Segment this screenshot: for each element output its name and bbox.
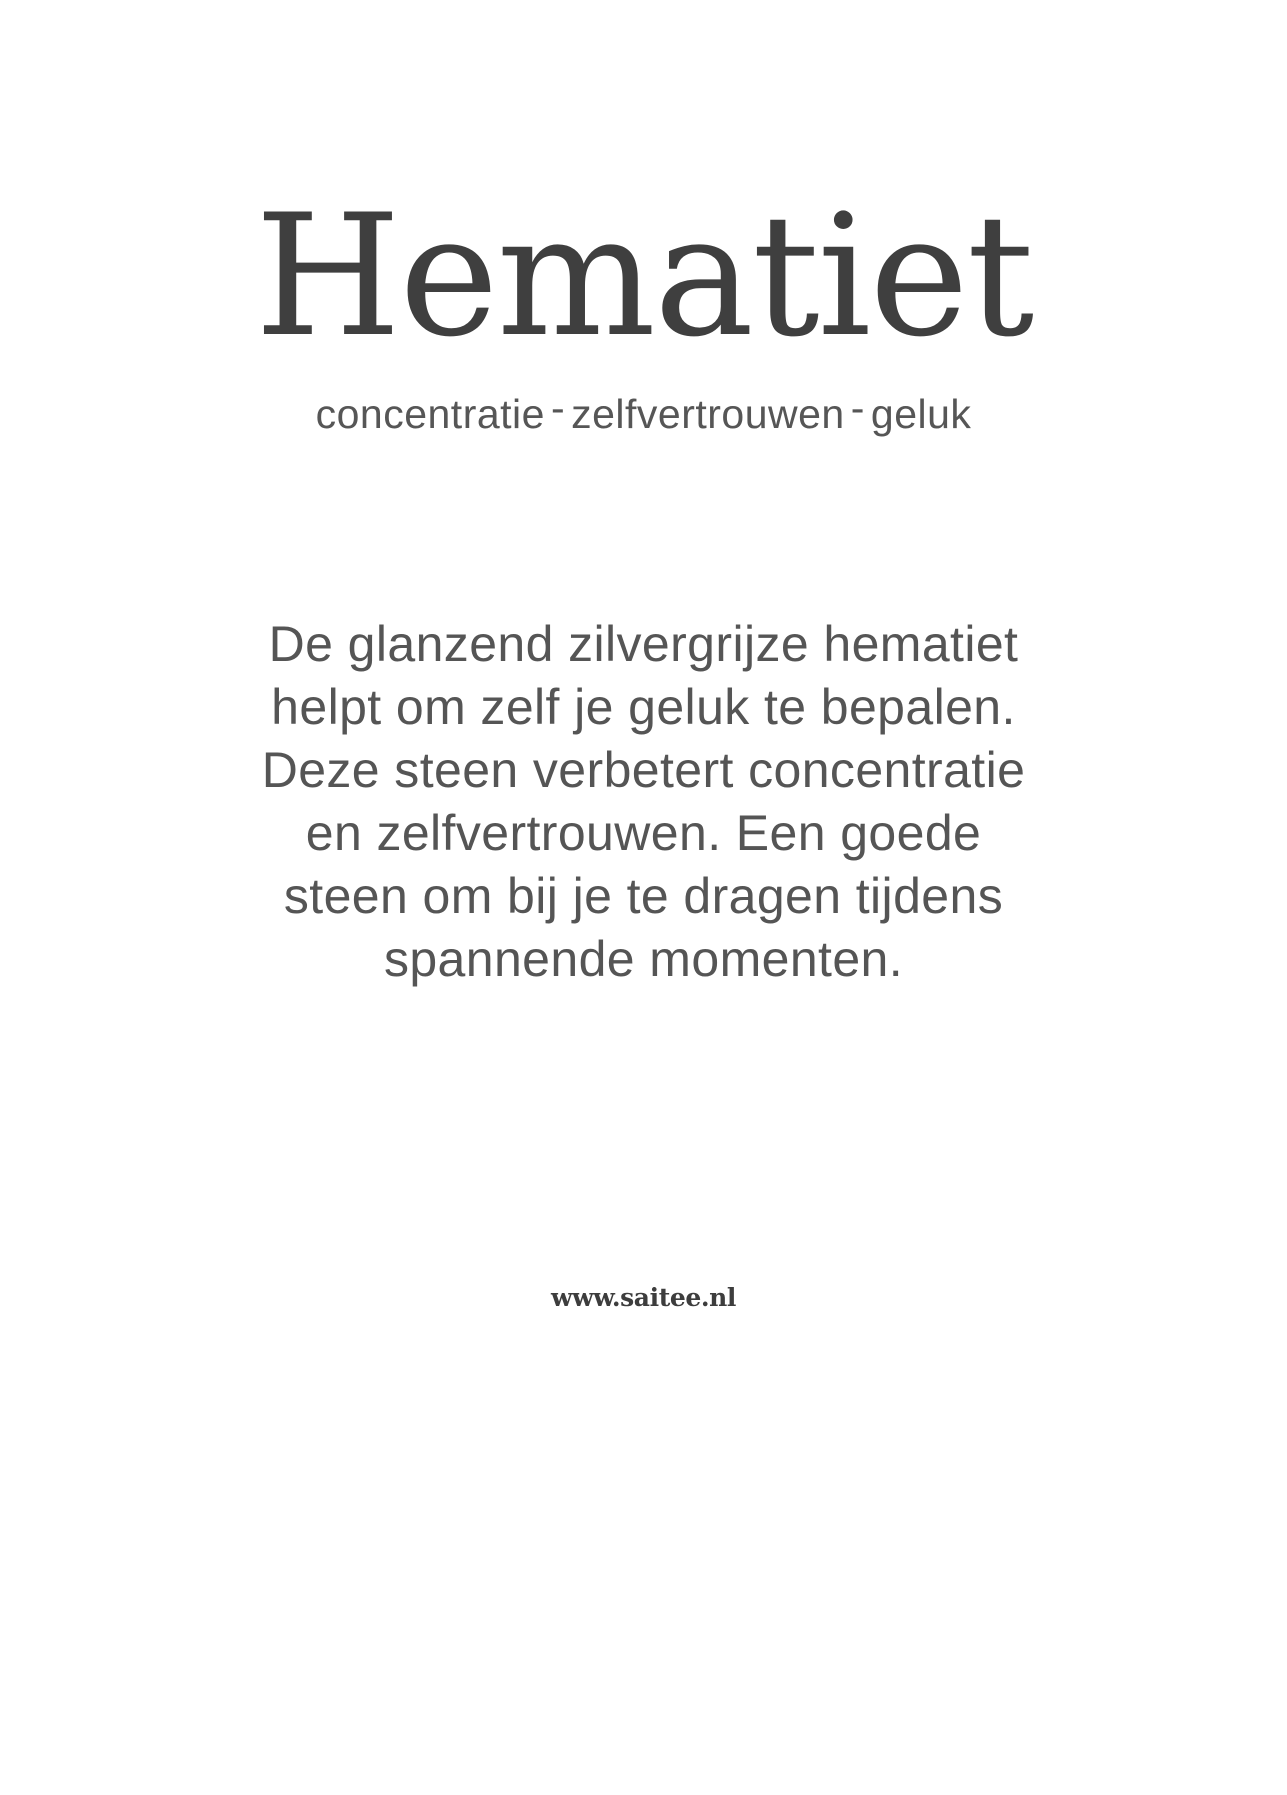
keyword-geluk: geluk [870,391,972,437]
keyword-concentratie: concentratie [315,391,545,437]
keyword-list [316,386,972,437]
footer [0,1283,1287,1312]
page-title: Hematiet [254,178,1033,374]
keyword-zelfvertrouwen: zelfvertrouwen [571,391,845,437]
keyword-separator: - [850,385,865,431]
keyword-separator: - [550,385,566,431]
website-link[interactable]: www.saitee.nl [550,1283,737,1312]
description-text: De glanzend zilvergrijze hematiet helpt om zelf je geluk te bepalen. Deze steen verbetert concentratie en zelfvertrouwen. Een goede steen om bij je te dragen tijdens spannende momenten. [261,616,1026,988]
